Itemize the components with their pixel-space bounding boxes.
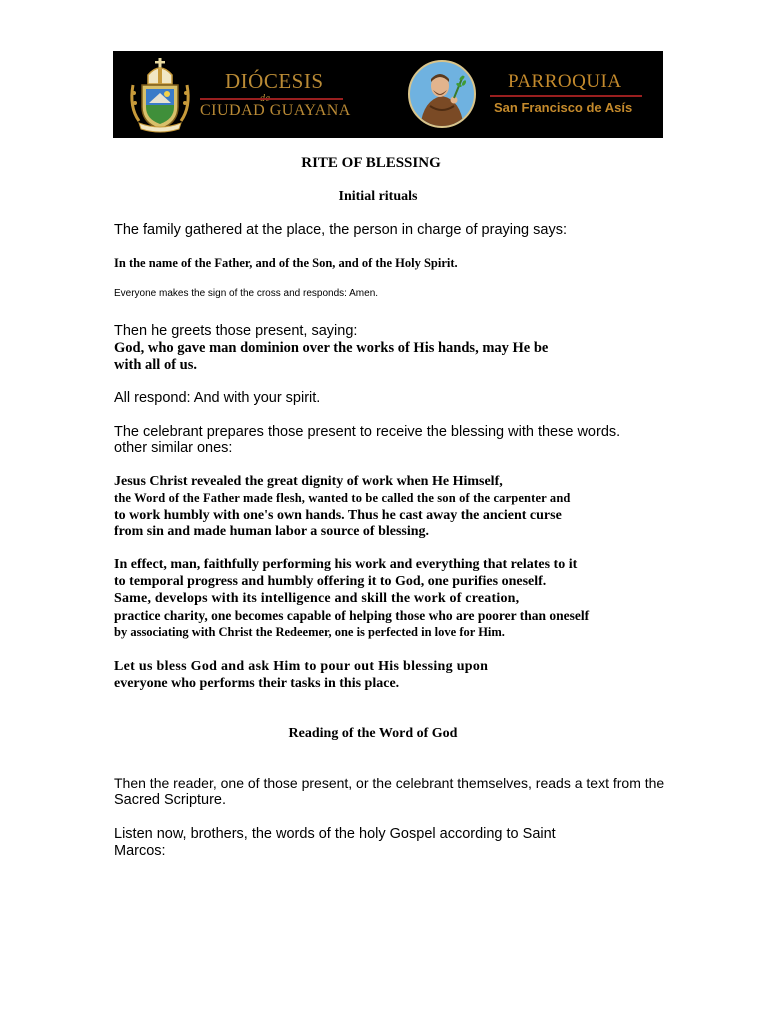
prayer-in-the-name: In the name of the Father, and of the Son, and of the Holy Spirit.	[114, 256, 458, 270]
diocese-title-line1: DIÓCESIS	[225, 69, 324, 93]
prayer-bless-line2: everyone who performs their tasks in this place.	[114, 676, 400, 691]
diocese-coat-of-arms-icon	[127, 57, 193, 133]
parish-banner	[398, 51, 663, 138]
prayer-greeting-line1: God, who gave man dominion over the works of His hands, may He be	[114, 340, 549, 356]
diocese-rule-divider	[200, 98, 343, 100]
section-heading-initial-rituals: Initial rituals	[338, 189, 418, 204]
diocese-banner	[113, 51, 383, 138]
prayer-jesus-line3: to work humbly with one's own hands. Thus he cast away the ancient curse	[114, 508, 562, 523]
paragraph-sign-of-cross: Everyone makes the sign of the cross and responds: Amen.	[114, 288, 379, 299]
saint-francis-portrait-icon	[408, 60, 476, 128]
paragraph-greeting-intro: Then he greets those present, saying:	[114, 323, 358, 339]
parish-title: PARROQUIA	[508, 71, 622, 92]
prayer-jesus-line2: the Word of the Father made flesh, wanted to be called the son of the carpenter and	[114, 491, 571, 505]
paragraph-all-respond: All respond: And with your spirit.	[114, 390, 321, 406]
document-title: RITE OF BLESSING	[301, 155, 441, 171]
paragraph-gospel-line2: Marcos:	[114, 843, 166, 859]
paragraph-family-gathered: The family gathered at the place, the person in charge of praying says:	[114, 222, 567, 238]
prayer-effect-line2: to temporal progress and humbly offering it to God, one purifies oneself.	[114, 574, 547, 589]
paragraph-reader-line2: Sacred Scripture.	[114, 792, 227, 808]
prayer-effect-line3: Same, develops with its intelligence and skill the work of creation,	[114, 591, 520, 606]
paragraph-celebrant-line2: other similar ones:	[114, 440, 233, 456]
section-heading-reading: Reading of the Word of God	[288, 726, 458, 741]
paragraph-celebrant-line1: The celebrant prepares those present to receive the blessing with these words.	[114, 424, 621, 440]
parish-subtitle: San Francisco de Asís	[494, 100, 633, 115]
prayer-effect-line1: In effect, man, faithfully performing his work and everything that relates to it	[114, 557, 578, 572]
prayer-bless-line1: Let us bless God and ask Him to pour out His blessing upon	[114, 659, 489, 674]
paragraph-reader-line1: Then the reader, one of those present, or the celebrant themselves, reads a text from the	[114, 775, 665, 791]
parish-rule-divider	[490, 95, 642, 97]
prayer-jesus-line4: from sin and made human labor a source of blessing.	[114, 524, 430, 539]
prayer-jesus-line1: Jesus Christ revealed the great dignity of work when He Himself,	[114, 474, 503, 489]
diocese-title-line2: CIUDAD GUAYANA	[200, 102, 351, 119]
prayer-effect-line5: by associating with Christ the Redeemer, one is perfected in love for Him.	[114, 625, 505, 639]
header-banner	[113, 51, 663, 138]
paragraph-gospel-line1: Listen now, brothers, the words of the holy Gospel according to Saint	[114, 826, 556, 842]
prayer-greeting-line2: with all of us.	[114, 357, 197, 373]
prayer-effect-line4: practice charity, one becomes capable of helping those who are poorer than oneself	[114, 608, 590, 623]
